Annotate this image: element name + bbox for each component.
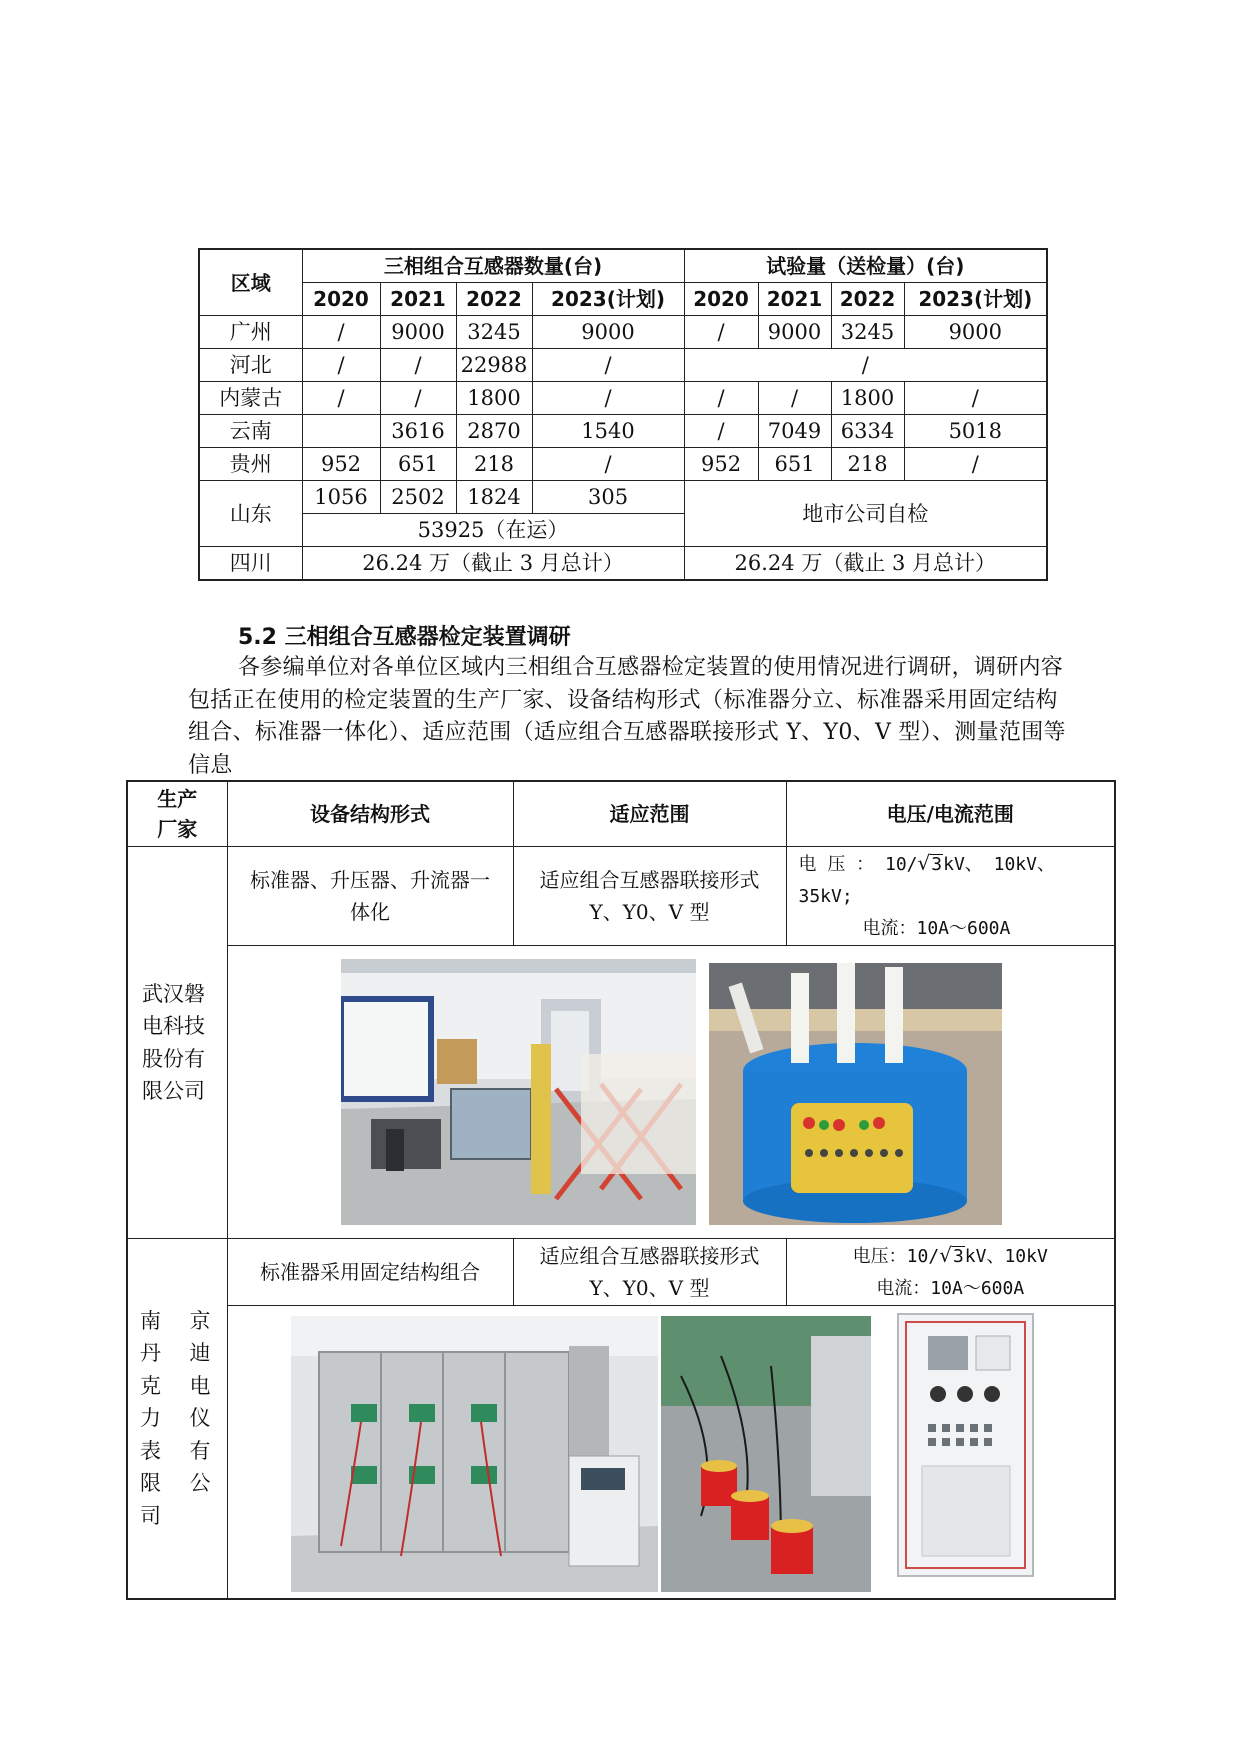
region-header: 区域 (199, 249, 302, 316)
region-cell: 云南 (199, 415, 302, 448)
year-header: 2022 (831, 283, 904, 316)
table-cell: 9000 (904, 316, 1047, 349)
year-header: 2021 (380, 283, 456, 316)
region-cell: 广州 (199, 316, 302, 349)
current-line: 电流：10A～600A (876, 1278, 1025, 1299)
voltage-suffix: kV、10kV (964, 1246, 1048, 1267)
table-cell: 地市公司自检 (684, 481, 1047, 547)
table-cell: 218 (456, 448, 532, 481)
voltage-prefix: 电 压 ： 10/ (798, 854, 918, 875)
table-row (127, 1239, 1115, 1306)
voltage-line (799, 847, 1105, 913)
photo-cell (227, 946, 1115, 1239)
toroidal-coil-photo (661, 1316, 871, 1592)
section-title: 5.2 三相组合互感器检定装置调研 (238, 625, 571, 650)
table-cell: 7049 (758, 415, 831, 448)
table-cell: / (380, 349, 456, 382)
table-cell: / (302, 349, 380, 382)
table-cell: / (684, 382, 758, 415)
year-header: 2022 (456, 283, 532, 316)
table-row (199, 349, 1047, 382)
year-header: 2023(计划) (904, 283, 1047, 316)
scope-cell: 适应组合互感器联接形式 Y、Y0、V 型 (513, 1239, 786, 1306)
manufacturer-header: 生产厂家 (127, 781, 227, 847)
table-cell: 6334 (831, 415, 904, 448)
table-cell: / (532, 448, 684, 481)
region-cell: 山东 (199, 481, 302, 547)
table-cell: 9000 (380, 316, 456, 349)
year-header: 2020 (684, 283, 758, 316)
table-cell: / (532, 349, 684, 382)
table-cell: 5018 (904, 415, 1047, 448)
table-cell: 651 (758, 448, 831, 481)
table-cell: 26.24 万（截止 3 月总计） (684, 547, 1047, 581)
table-cell: 53925（在运） (302, 514, 684, 547)
photo-row (127, 946, 1115, 1239)
sqrt-symbol: √ (917, 851, 931, 875)
table-cell: 9000 (758, 316, 831, 349)
manufacturer-cell: 南京丹迪克电力仪表有限公司 (127, 1239, 227, 1600)
table-cell: 3245 (456, 316, 532, 349)
year-header: 2023(计划) (532, 283, 684, 316)
table-row (199, 415, 1047, 448)
table-row (199, 316, 1047, 349)
table-cell: 1540 (532, 415, 684, 448)
section-paragraph: 各参编单位对各单位区域内三相组合互感器检定装置的使用情况进行调研，调研内容包括正在使用的检定装置的生产厂家、设备结构形式（标准器分立、标准器采用固定结构组合、标准器一体化）、适应范围（适应组合互感器联接形式 Y、Y0、V 型）、测量范围等信息 (188, 655, 1066, 778)
table-cell: 26.24 万（截止 3 月总计） (302, 547, 684, 581)
control-cabinet-photo (888, 1306, 1043, 1582)
photo-cell (227, 1306, 1115, 1600)
table-cell: 3245 (831, 316, 904, 349)
table-row (199, 547, 1047, 581)
region-cell: 贵州 (199, 448, 302, 481)
table-cell: 3616 (380, 415, 456, 448)
range-cell (786, 1239, 1115, 1306)
transformer-quantity-table (198, 248, 1048, 581)
structure-header: 设备结构形式 (227, 781, 513, 847)
table-cell: 1824 (456, 481, 532, 514)
table-cell: 2870 (456, 415, 532, 448)
table-cell: / (684, 349, 1047, 382)
year-header: 2020 (302, 283, 380, 316)
current-line: 电流：10A～600A (862, 918, 1011, 939)
table-row (127, 847, 1115, 946)
table-cell: / (302, 382, 380, 415)
table-cell: / (684, 415, 758, 448)
range-cell (786, 847, 1115, 946)
year-header: 2021 (758, 283, 831, 316)
table-cell: 651 (380, 448, 456, 481)
table-cell: 952 (302, 448, 380, 481)
table-cell: / (904, 448, 1047, 481)
voltage-prefix: 电压：10/ (852, 1246, 940, 1267)
table-row (199, 382, 1047, 415)
device-survey-table (126, 780, 1116, 1600)
region-cell: 四川 (199, 547, 302, 581)
voltage-suffix: kV、 10kV、35kV; (798, 854, 1055, 907)
table-cell: 1800 (831, 382, 904, 415)
table-cell (302, 415, 380, 448)
table-cell: 9000 (532, 316, 684, 349)
region-cell: 内蒙古 (199, 382, 302, 415)
test-volume-group-header: 试验量（送检量）(台) (684, 249, 1047, 283)
structure-cell: 标准器采用固定结构组合 (227, 1239, 513, 1306)
manufacturer-cell: 武汉磐电科技股份有限公司 (127, 847, 227, 1239)
table-cell: 22988 (456, 349, 532, 382)
structure-cell: 标准器、升压器、升流器一体化 (227, 847, 513, 946)
sqrt-radicand: 3 (931, 854, 943, 875)
sqrt-symbol: √ (939, 1243, 952, 1267)
range-header: 电压/电流范围 (786, 781, 1115, 847)
voltage-line (787, 1239, 1115, 1273)
table-cell: 952 (684, 448, 758, 481)
photo-row (127, 1306, 1115, 1600)
table-cell: / (532, 382, 684, 415)
table-cell: / (904, 382, 1047, 415)
table-cell: / (302, 316, 380, 349)
transformer-tank-photo (709, 963, 1002, 1225)
table-cell: / (758, 382, 831, 415)
quantity-group-header: 三相组合互感器数量(台) (302, 249, 684, 283)
cabinet-array-photo (291, 1316, 658, 1592)
region-cell: 河北 (199, 349, 302, 382)
table-row (199, 481, 1047, 514)
sqrt-radicand: 3 (952, 1246, 964, 1267)
scope-header: 适应范围 (513, 781, 786, 847)
table-cell: / (380, 382, 456, 415)
scope-cell: 适应组合互感器联接形式 Y、Y0、V 型 (513, 847, 786, 946)
table-cell: 218 (831, 448, 904, 481)
table-cell: 2502 (380, 481, 456, 514)
table-cell: 1056 (302, 481, 380, 514)
table-cell: 305 (532, 481, 684, 514)
table-cell: / (684, 316, 758, 349)
table-row (199, 448, 1047, 481)
table-cell: 1800 (456, 382, 532, 415)
lab-equipment-photo (341, 959, 696, 1225)
